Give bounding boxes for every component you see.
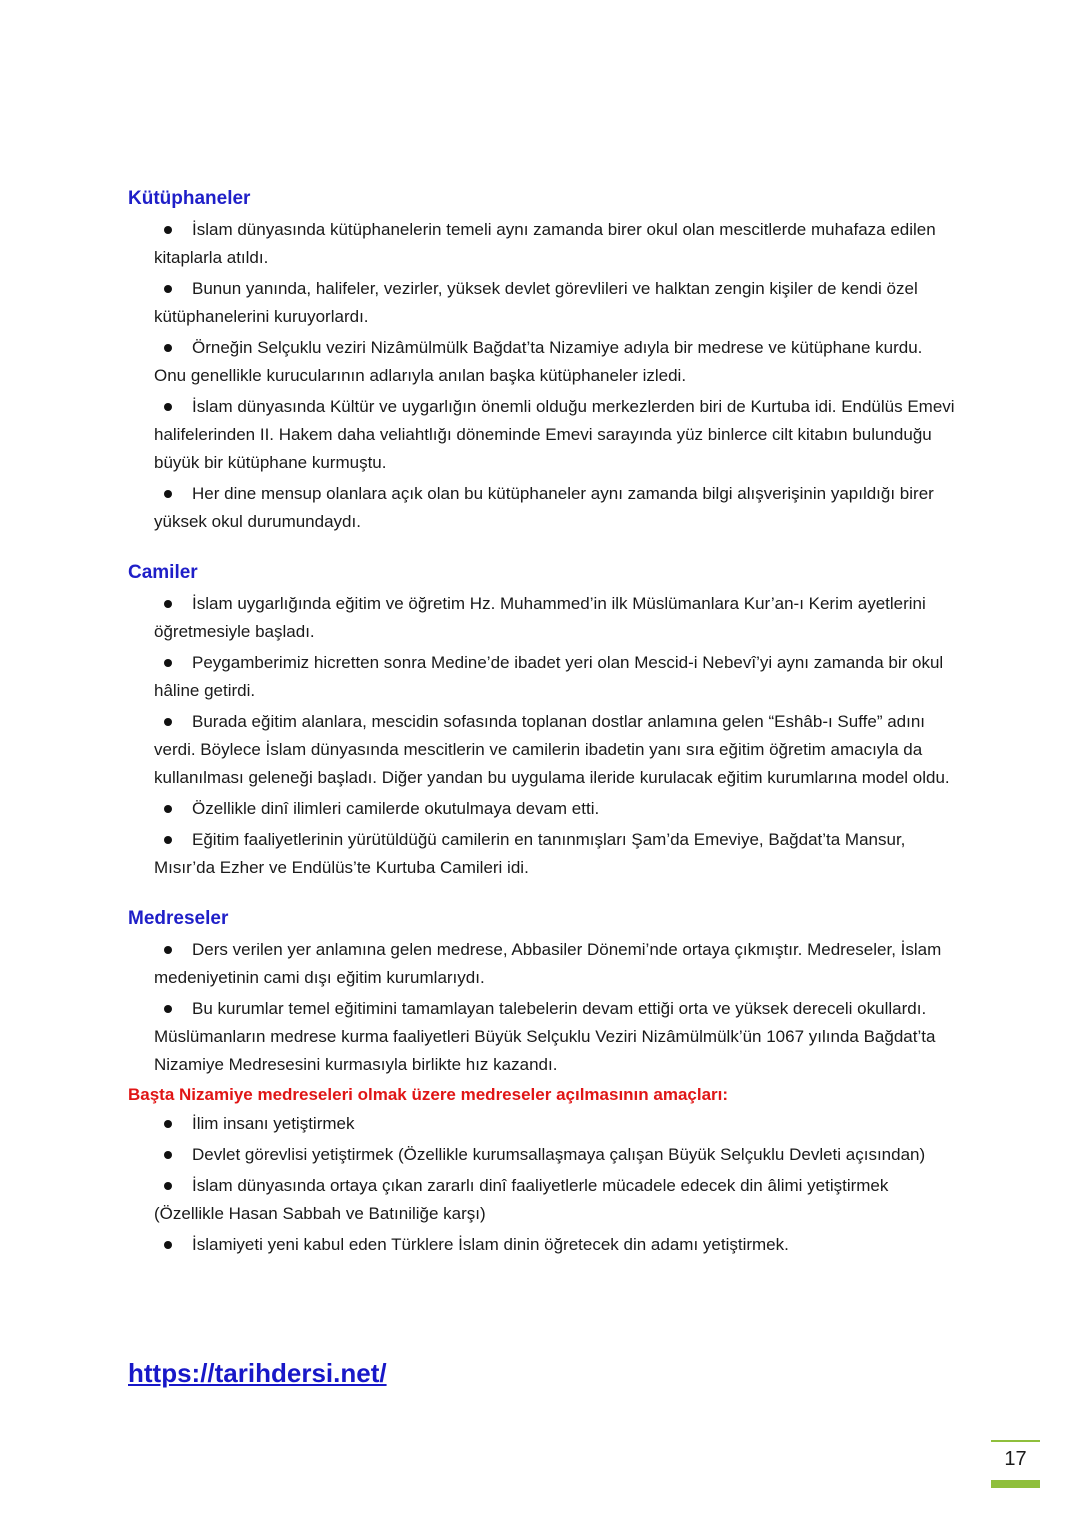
list-item (128, 334, 958, 390)
list-item (128, 708, 958, 792)
list-item-text: Örneğin Selçuklu veziri Nizâmülmülk Bağdat’ta Nizamiye adıyla bir medrese ve kütüphane kurdu. Onu genellikle kurucularının adlarıyla anılan başka kütüphaneler izledi. (154, 338, 923, 385)
bullet-icon (164, 659, 172, 667)
section-title: Medreseler (128, 908, 229, 929)
bullet-list (128, 936, 958, 1079)
bullet-icon (164, 285, 172, 293)
list-item-text: İslam uygarlığında eğitim ve öğretim Hz. Muhammed’in ilk Müslümanlara Kur’an-ı Kerim ayetlerini öğretmesiyle başladı. (154, 594, 926, 641)
goals-heading: Başta Nizamiye medreseleri olmak üzere medreseler açılmasının amaçları: (128, 1085, 729, 1104)
list-item-text: Her dine mensup olanlara açık olan bu kütüphaneler aynı zamanda bilgi alışverişinin yapıldığı birer yüksek okul durumundaydı. (154, 484, 934, 531)
list-item-text: İslamiyeti yeni kabul eden Türklere İslam dinin öğretecek din adamı yetiştirmek. (192, 1235, 789, 1254)
list-item-text: Burada eğitim alanlara, mescidin sofasında toplanan dostlar anlamına gelen “Eshâb-ı Suffe” adını verdi. Böylece İslam dünyasında mescitlerin ve camilerin ibadetin yanı sıra eğitim öğretim amacıyla da kullanılması geleneği başladı. Diğer yandan bu uygulama ileride kurulacak eğitim kurumlarına model oldu. (154, 712, 950, 787)
bullet-icon (164, 805, 172, 813)
bullet-list (128, 590, 958, 882)
list-item-text: İslam dünyasında kütüphanelerin temeli aynı zamanda birer okul olan mescitlerde muhafaza edilen kitaplarla atıldı. (154, 220, 936, 267)
section-title: Camiler (128, 562, 198, 583)
section-camiler (128, 560, 958, 882)
list-item (128, 590, 958, 646)
list-item (128, 480, 958, 536)
page-number: 17 (1004, 1448, 1027, 1470)
list-item (128, 995, 958, 1079)
bullet-icon (164, 836, 172, 844)
page-content (128, 186, 958, 1283)
list-item-text: İslam dünyasında ortaya çıkan zararlı dinî faaliyetlerle mücadele edecek din âlimi yetiştirmek (Özellikle Hasan Sabbah ve Batıniliğe karşı) (154, 1176, 889, 1223)
bullet-icon (164, 946, 172, 954)
list-item (128, 1172, 958, 1228)
bullet-icon (164, 403, 172, 411)
goals-list (128, 1110, 958, 1259)
section-kutuphaneler (128, 186, 958, 536)
list-item (128, 216, 958, 272)
bullet-icon (164, 1182, 172, 1190)
list-item (128, 936, 958, 992)
list-item (128, 393, 958, 477)
list-item-text: İslam dünyasında Kültür ve uygarlığın önemli olduğu merkezlerden biri de Kurtuba idi. Endülüs Emevi halifelerinden II. Hakem daha veliahtlığı döneminde Emevi sarayında yüz binlerce cilt kitabın bulunduğu büyük bir kütüphane kurmuştu. (154, 397, 955, 472)
page-number-accent-bar (991, 1480, 1040, 1488)
list-item (128, 275, 958, 331)
bullet-icon (164, 600, 172, 608)
bullet-icon (164, 1005, 172, 1013)
list-item-text: Ders verilen yer anlamına gelen medrese, Abbasiler Dönemi’nde ortaya çıkmıştır. Medreseler, İslam medeniyetinin cami dışı eğitim kurumlarıydı. (154, 940, 942, 987)
list-item-text: Peygamberimiz hicretten sonra Medine’de ibadet yeri olan Mescid-i Nebevî’yi aynı zamanda bir okul hâline getirdi. (154, 653, 944, 700)
list-item-text: İlim insanı yetiştirmek (192, 1114, 355, 1133)
section-medreseler (128, 906, 958, 1259)
page-number-box (991, 1440, 1040, 1488)
list-item (128, 826, 958, 882)
list-item (128, 649, 958, 705)
list-item-text: Devlet görevlisi yetiştirmek (Özellikle kurumsallaşmaya çalışan Büyük Selçuklu Devleti açısından) (192, 1145, 926, 1164)
bullet-icon (164, 490, 172, 498)
bullet-icon (164, 718, 172, 726)
bullet-list (128, 216, 958, 536)
list-item (128, 1141, 958, 1169)
list-item (128, 1231, 958, 1259)
list-item (128, 795, 958, 823)
list-item-text: Özellikle dinî ilimleri camilerde okutulmaya devam etti. (192, 799, 600, 818)
bullet-icon (164, 1151, 172, 1159)
list-item-text: Bunun yanında, halifeler, vezirler, yüksek devlet görevlileri ve halktan zengin kişiler de kendi özel kütüphanelerini kuruyorlardı. (154, 279, 918, 326)
list-item-text: Eğitim faaliyetlerinin yürütüldüğü camilerin en tanınmışları Şam’da Emeviye, Bağdat’ta Mansur, Mısır’da Ezher ve Endülüs’te Kurtuba Camileri idi. (154, 830, 906, 877)
bullet-icon (164, 1241, 172, 1249)
website-link[interactable]: https://tarihdersi.net/ (128, 1358, 387, 1388)
list-item (128, 1110, 958, 1138)
section-title: Kütüphaneler (128, 188, 251, 209)
bullet-icon (164, 344, 172, 352)
bullet-icon (164, 1120, 172, 1128)
bullet-icon (164, 226, 172, 234)
list-item-text: Bu kurumlar temel eğitimini tamamlayan talebelerin devam ettiği orta ve yüksek dereceli okullardı. Müslümanların medrese kurma faaliyetleri Büyük Selçuklu Veziri Nizâmülmülk’ün 1067 yılında Bağdat’ta Nizamiye Medresesini kurmasıyla birlikte hız kazandı. (154, 999, 936, 1074)
